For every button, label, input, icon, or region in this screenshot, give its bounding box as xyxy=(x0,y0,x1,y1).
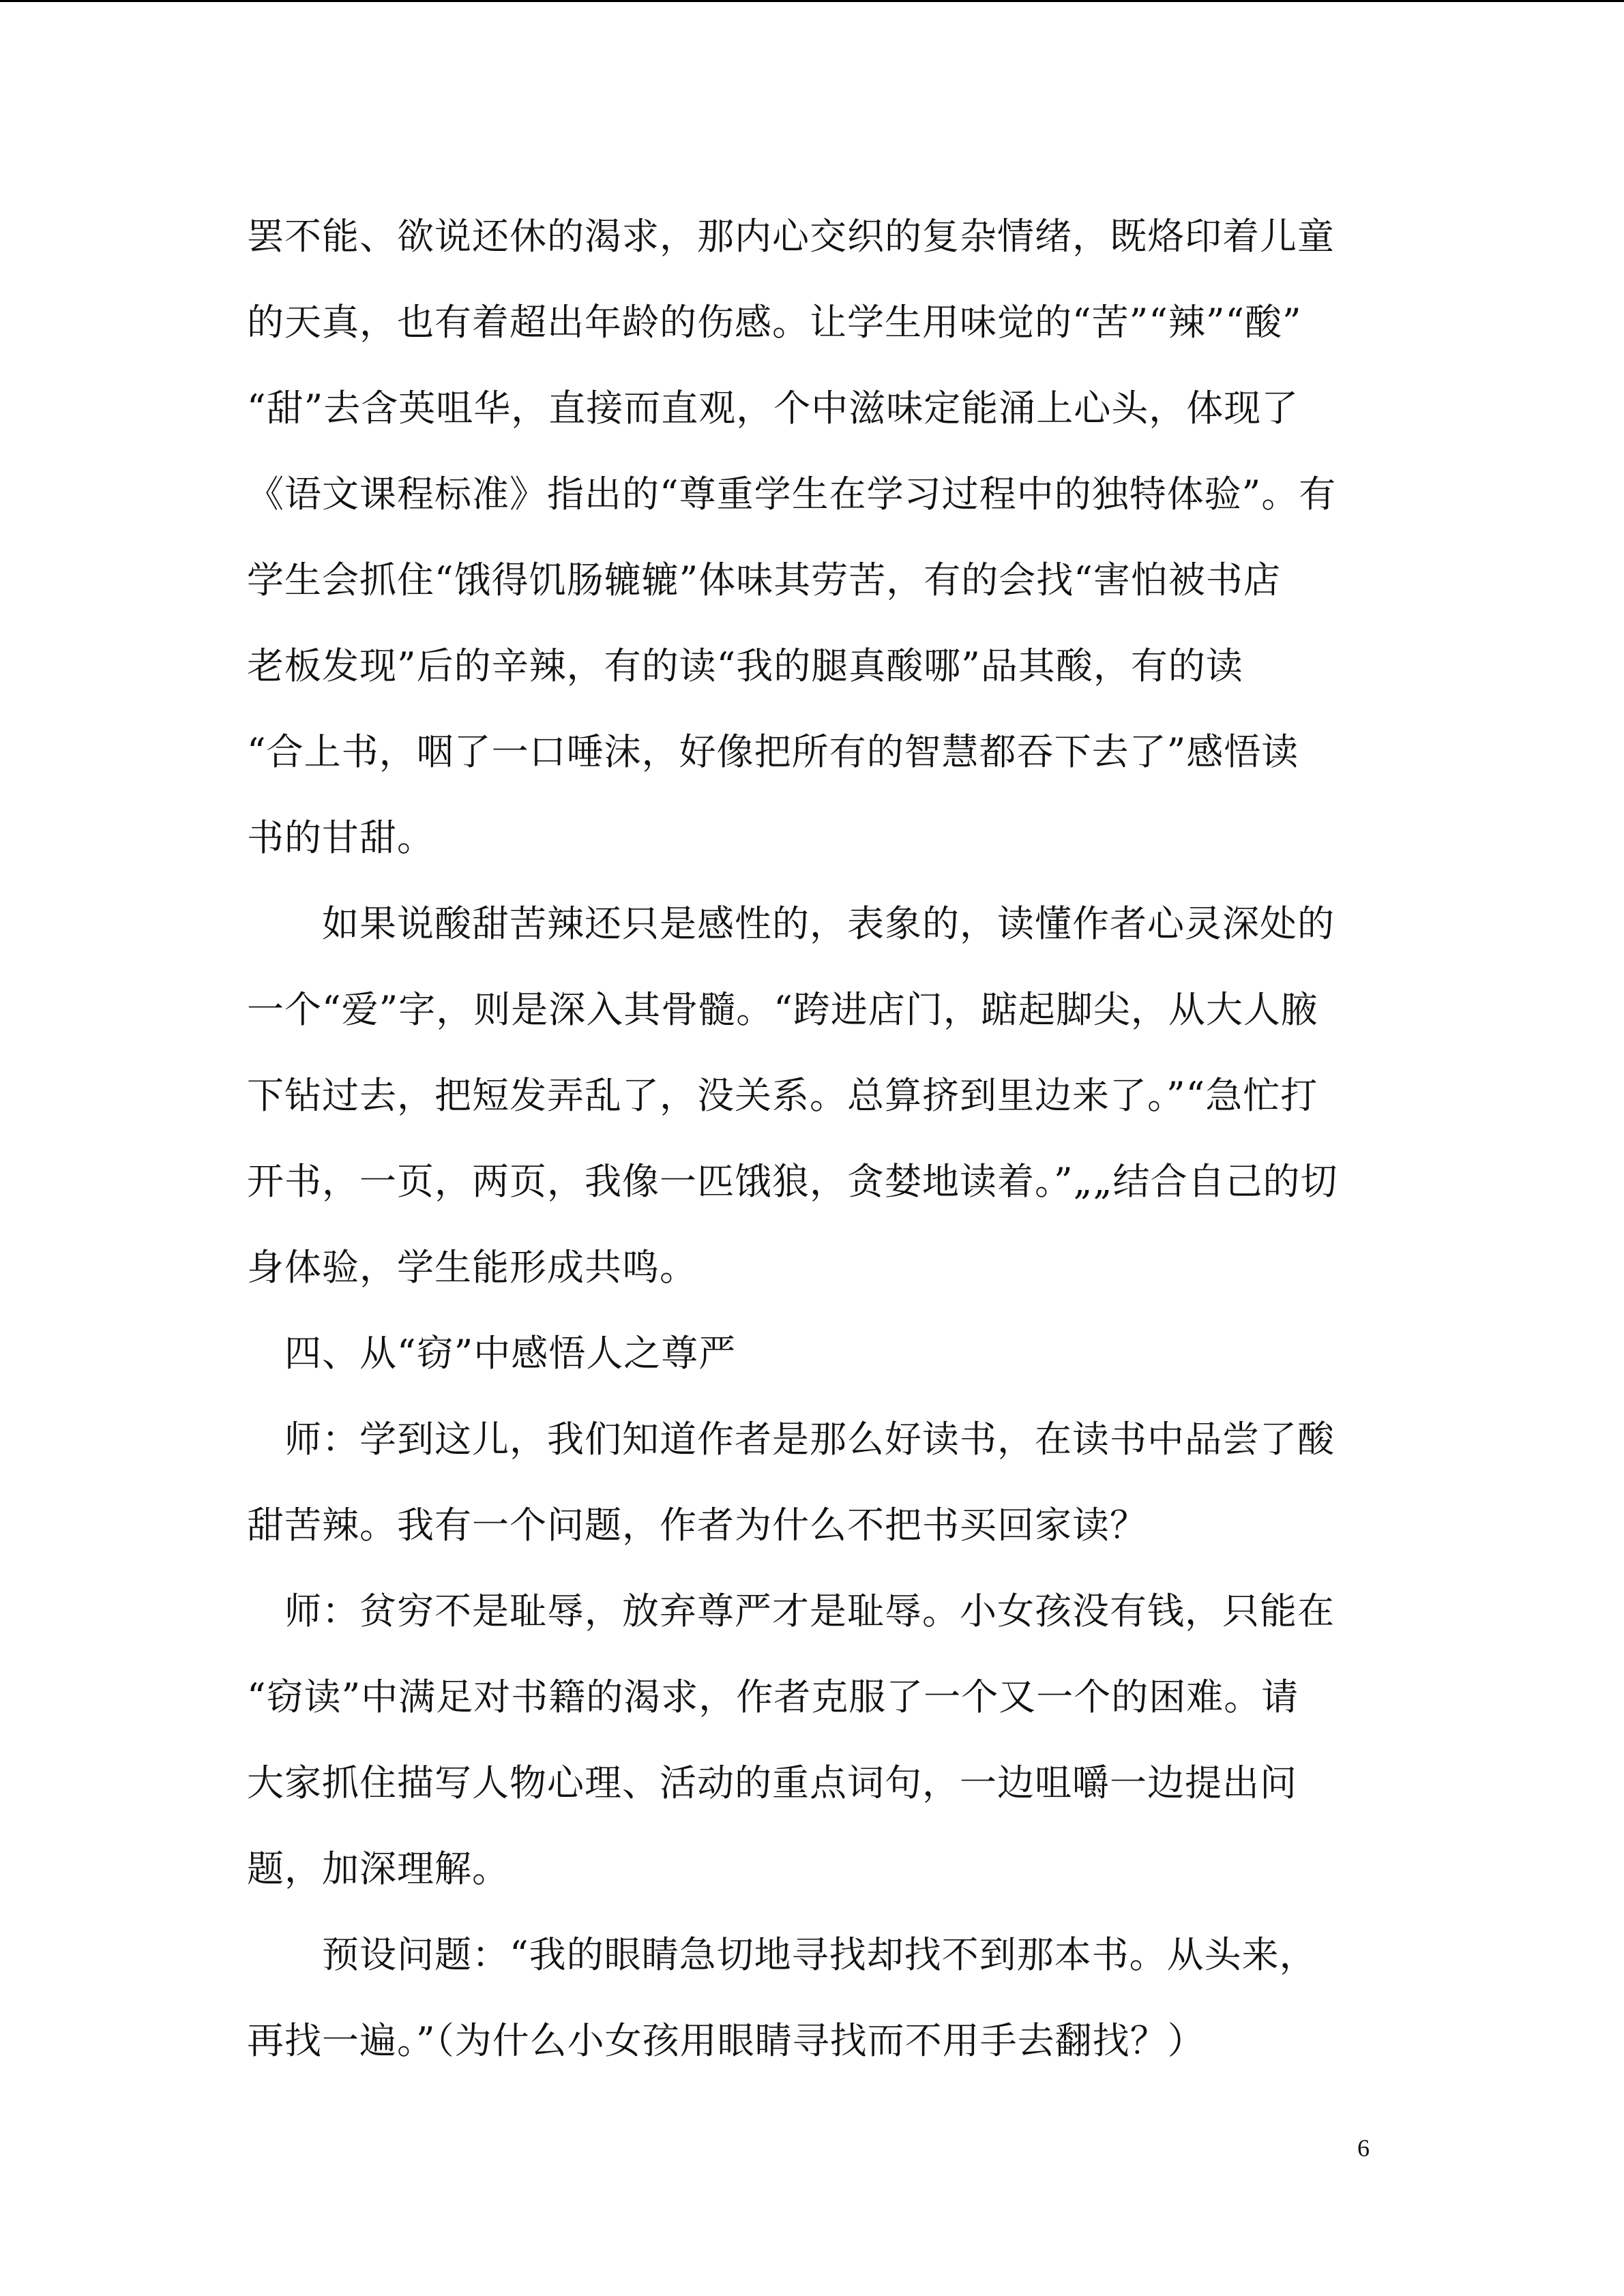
text-line: 书的甘甜。 xyxy=(247,816,434,859)
text-line: 学生会抓住“饿得饥肠辘辘”体味其劳苦，有的会找“害怕被书店 xyxy=(247,558,1281,601)
text-line: 甜苦辣。我有一个问题，作者为什么不把书买回家读？ xyxy=(247,1504,1147,1547)
text-line: 《语文课程标准》指出的“尊重学生在学习过程中的独特体验”。有 xyxy=(247,473,1337,516)
section-heading: 四、从“窃”中感悟人之尊严 xyxy=(247,1332,737,1375)
text-line: 身体验，学生能形成共鸣。 xyxy=(247,1246,697,1289)
text-line: 的天真，也有着超出年龄的伤感。让学生用味觉的“苦”“辣”“酸” xyxy=(247,301,1302,344)
text-line: “合上书，咽了一口唾沫，好像把所有的智慧都吞下去了”感悟读 xyxy=(247,730,1299,773)
text-line: 如果说酸甜苦辣还只是感性的，表象的，读懂作者心灵深处的 xyxy=(247,902,1335,945)
text-line: 开书，一页，两页，我像一匹饿狼，贪婪地读着。”„„结合自己的切 xyxy=(247,1160,1338,1203)
text-line: “甜”去含英咀华，直接而直观，个中滋味定能涌上心头，体现了 xyxy=(247,387,1299,430)
text-line: 下钻过去，把短发弄乱了，没关系。总算挤到里边来了。”“急忙打 xyxy=(247,1074,1318,1117)
text-line: 再找一遍。”（为什么小女孩用眼睛寻找而不用手去翻找？） xyxy=(247,2019,1205,2062)
text-line: 罢不能、欲说还休的渴求，那内心交织的复杂情绪，既烙印着儿童 xyxy=(247,215,1335,258)
text-line: 一个“爱”字，则是深入其骨髓。“跨进店门，踮起脚尖，从大人腋 xyxy=(247,988,1318,1031)
text-line: 题，加深理解。 xyxy=(247,1847,510,1890)
text-line: 老板发现”后的辛辣，有的读“我的腿真酸哪”品其酸，有的读 xyxy=(247,644,1243,687)
text-line: 预设问题：“我的眼睛急切地寻找却找不到那本书。从头来， xyxy=(247,1933,1317,1976)
page-number: 6 xyxy=(1357,2134,1370,2162)
text-line: 师：学到这儿，我们知道作者是那么好读书，在读书中品尝了酸 xyxy=(247,1418,1335,1461)
text-line: 大家抓住描写人物心理、活动的重点词句，一边咀嚼一边提出问 xyxy=(247,1761,1297,1804)
text-line: “窃读”中满足对书籍的渴求，作者克服了一个又一个的困难。请 xyxy=(247,1675,1299,1718)
text-line: 师：贫穷不是耻辱，放弃尊严才是耻辱。小女孩没有钱，只能在 xyxy=(247,1590,1335,1632)
